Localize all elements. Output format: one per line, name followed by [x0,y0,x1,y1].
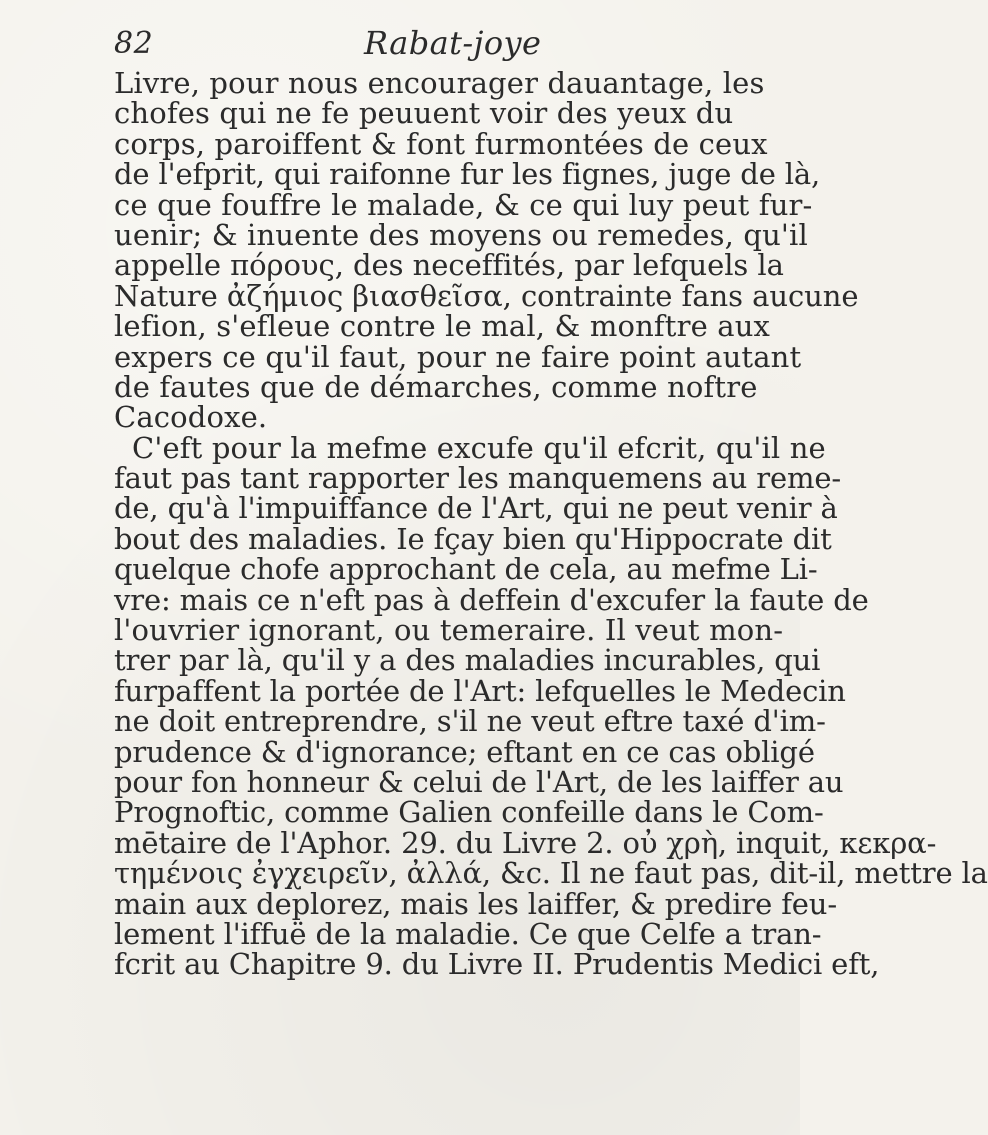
text-line: corps, paroiffent & font furmontées de ceux [114,126,768,161]
text-line: fcrit au Chapitre 9. du Livre II. Prudentis Medici eft, [114,947,880,982]
text-line: de l'efprit, qui raifonne fur les fignes, juge de là, [114,157,821,192]
text-line: τημένοις ἐγχειρεῖν, ἀλλά, &c. Il ne faut pas, dit-il, mettre la [114,856,988,891]
page-header [0,26,800,70]
text-line: prudence & d'ignorance; eftant en ce cas obligé [114,734,815,769]
text-line: faut pas tant rapporter les manquemens au reme- [114,461,841,496]
text-line: trer par là, qu'il y a des maladies incurables, qui [114,643,821,678]
text-line: ne doit entreprendre, s'il ne veut eftre taxé d'im- [114,704,826,739]
text-line: Prognoftic, comme Galien confeille dans le Com- [114,795,824,830]
text-line: expers ce qu'il faut, pour ne faire point autant [114,339,802,374]
text-line: quelque chofe approchant de cela, au mefme Li- [114,552,818,587]
body-text [114,66,988,1088]
text-line: mētaire de l'Aphor. 29. du Livre 2. οὐ χρὴ, inquit, κεκρα- [114,825,937,860]
text-line: chofes qui ne fe peuuent voir des yeux du [114,96,734,131]
text-line: pour fon honneur & celui de l'Art, de les laiffer au [114,764,844,799]
text-line: uenir; & inuente des moyens ou remedes, qu'il [114,217,808,252]
text-line: vre: mais ce n'eft pas à deffein d'excufer la faute de [114,582,869,617]
text-line: appelle πόρους, des neceffités, par lefquels la [114,248,784,283]
running-head: Rabat-joye [364,24,542,62]
text-line: Cacodoxe. [114,400,268,435]
text-line: l'ouvrier ignorant, ou temeraire. Il veut mon- [114,613,784,648]
text-line: de fautes que de démarches, comme noftre [114,369,758,404]
page-number: 82 [114,26,154,61]
text-line: C'eft pour la mefme excufe qu'il efcrit, qu'il ne [132,430,826,465]
text-line: furpaffent la portée de l'Art: lefquelles le Medecin [114,673,846,708]
text-line: Livre, pour nous encourager dauantage, les [114,66,765,100]
text-line: de, qu'à l'impuiffance de l'Art, qui ne peut venir à [114,491,838,526]
text-line: ce que fouffre le malade, & ce qui luy peut fur- [114,187,813,222]
text-line: lement l'iffuë de la maladie. Ce que Celfe a tran- [114,916,822,951]
text-line: main aux deplorez, mais les laiffer, & predire feu- [114,886,837,921]
text-line: lefion, s'efleue contre le mal, & monftre aux [114,309,771,344]
text-line: Nature ἀζήμιος βιασθεῖσα, contrainte fans aucune [114,278,859,313]
text-line: bout des maladies. Ie fçay bien qu'Hippocrate dit [114,521,832,556]
